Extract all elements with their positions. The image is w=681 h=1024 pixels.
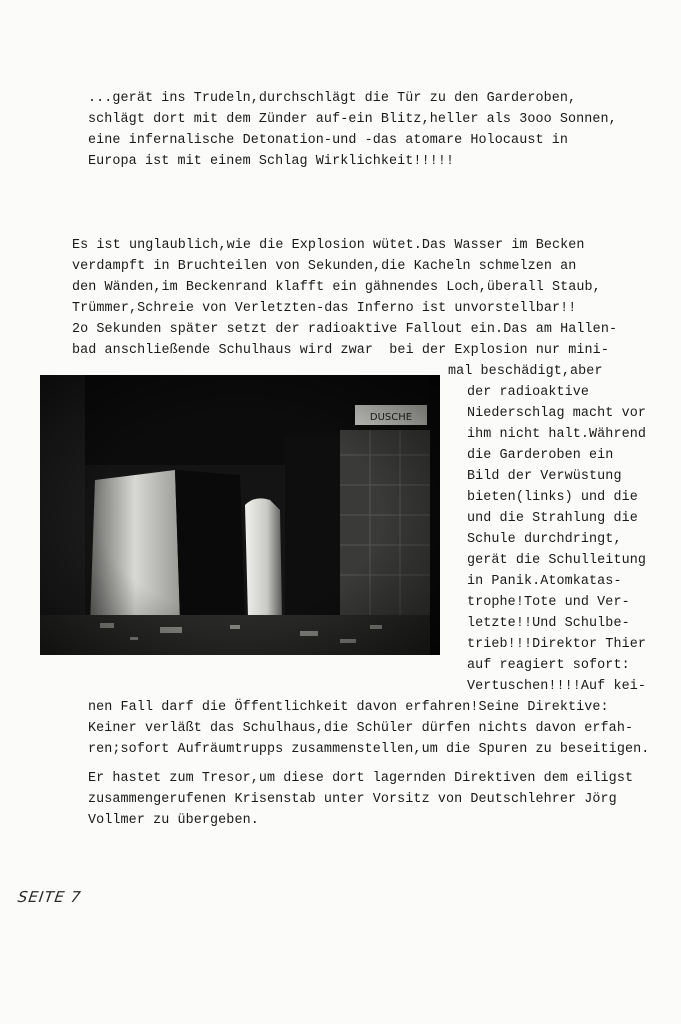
closing-line: Vollmer zu übergeben. [88, 813, 259, 828]
column-line: Niederschlag macht vor [467, 406, 646, 421]
closing-line: zusammengerufenen Krisenstab unter Vorsitz von Deutschlehrer Jörg [88, 792, 617, 807]
column-line: Bild der Verwüstung [467, 469, 622, 484]
column-line: auf reagiert sofort: [467, 658, 630, 673]
column-line: trophe!Tote und Ver- [467, 595, 630, 610]
body-line: ren;sofort Aufräumtrupps zusammenstellen,um die Spuren zu beseitigen. [88, 742, 650, 757]
intro-line: schlägt dort mit dem Zünder auf-ein Blitz,heller als 3ooo Sonnen, [88, 112, 617, 127]
column-line: trieb!!!Direktor Thier [467, 637, 646, 652]
column-line: und die Strahlung die [467, 511, 638, 526]
photo-image [40, 375, 440, 655]
intro-line: ...gerät ins Trudeln,durchschlägt die Tür zu den Garderoben, [88, 91, 577, 106]
column-line: gerät die Schulleitung [467, 553, 646, 568]
body-line: den Wänden,im Beckenrand klafft ein gähnendes Loch,überall Staub, [72, 280, 601, 295]
body-line: verdampft in Bruchteilen von Sekunden,die Kacheln schmelzen an [72, 259, 577, 274]
column-line: der radioaktive [467, 385, 590, 400]
body-line: Trümmer,Schreie von Verletzten-das Inferno ist unvorstellbar!! [72, 301, 577, 316]
column-line: in Panik.Atomkatas- [467, 574, 622, 589]
body-line: Es ist unglaublich,wie die Explosion wütet.Das Wasser im Becken [72, 238, 585, 253]
intro-line: eine infernalische Detonation-und -das atomare Holocaust in [88, 133, 569, 148]
column-line: ihm nicht halt.Während [467, 427, 646, 442]
column-line: letzte!!Und Schulbe- [467, 616, 630, 631]
body-line: 2o Sekunden später setzt der radioaktive Fallout ein.Das am Hallen- [72, 322, 618, 337]
body-line: bad anschließende Schulhaus wird zwar bei der Explosion nur mini- [72, 343, 609, 358]
body-line: nen Fall darf die Öffentlichkeit davon erfahren!Seine Direktive: [88, 700, 609, 715]
explosion-photo [40, 375, 440, 655]
column-line: bieten(links) und die [467, 490, 638, 505]
body-line: Keiner verläßt das Schulhaus,die Schüler dürfen nichts davon erfah- [88, 721, 634, 736]
column-line: die Garderoben ein [467, 448, 614, 463]
page-number: SEITE 7 [16, 888, 83, 906]
closing-line: Er hastet zum Tresor,um diese dort lagernden Direktiven dem eiligst [88, 771, 634, 786]
column-line: mal beschädigt,aber [448, 364, 603, 379]
column-line: Vertuschen!!!!Auf kei- [467, 679, 646, 694]
column-line: Schule durchdringt, [467, 532, 622, 547]
intro-line: Europa ist mit einem Schlag Wirklichkeit!!!!! [88, 154, 455, 169]
